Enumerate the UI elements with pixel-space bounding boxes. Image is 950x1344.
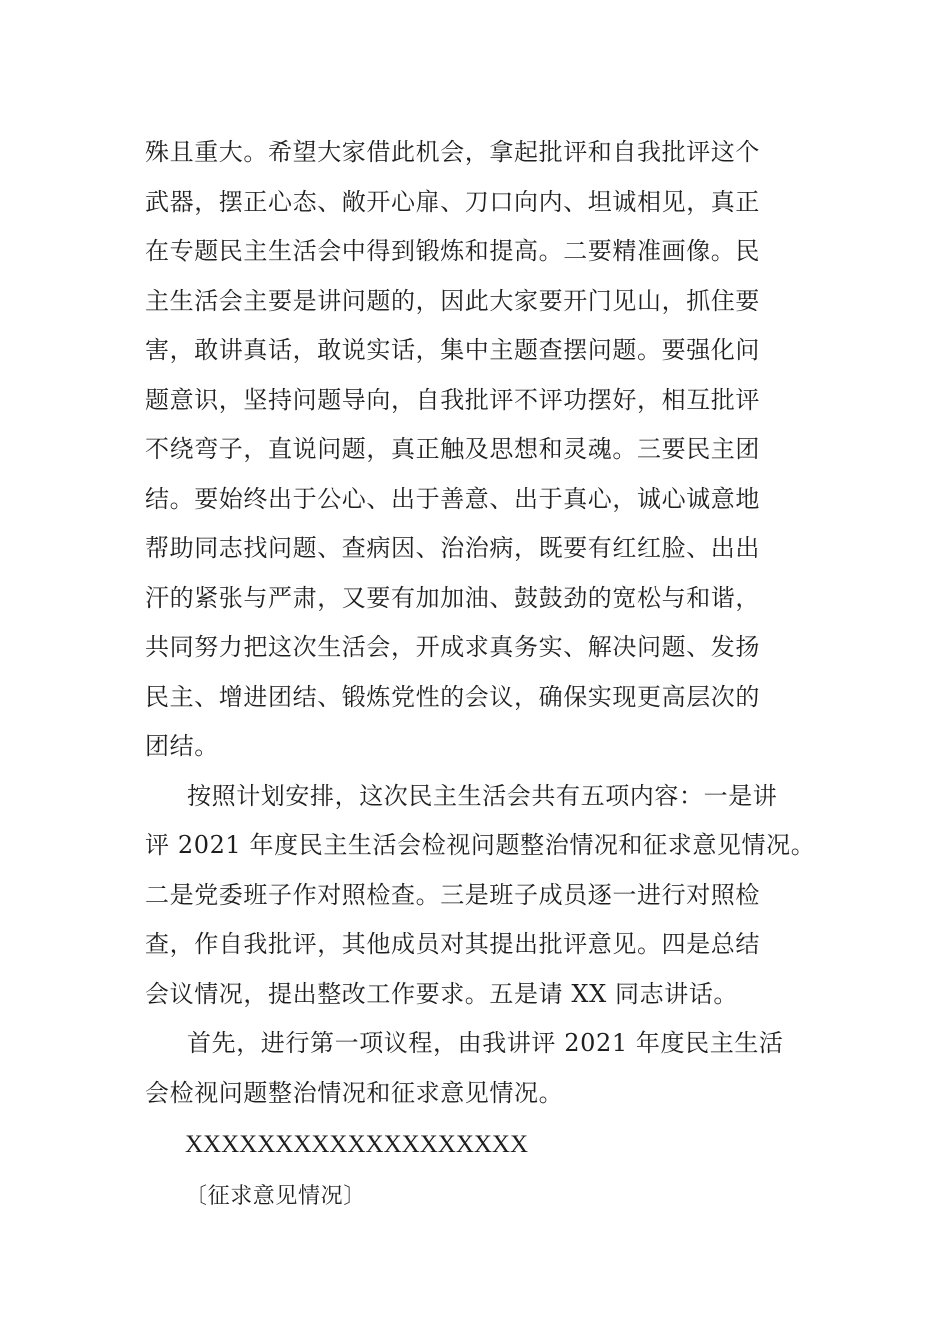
body-line: 害，敢讲真话，敢说实话，集中主题查摆问题。要强化问 — [145, 336, 760, 364]
body-line: 查，作自我批评，其他成员对其提出批评意见。四是总结 — [145, 930, 760, 958]
body-line: 团结。 — [145, 732, 219, 760]
body-line: 主生活会主要是讲问题的，因此大家要开门见山，抓住要 — [145, 286, 760, 315]
body-line: 按照计划安排，这次民主生活会共有五项内容：一是讲 — [187, 781, 778, 810]
document-body — [145, 128, 825, 1221]
body-line: 帮助同志找问题、查病因、治治病，既要有红红脸、出出 — [145, 534, 760, 562]
body-line: 殊且重大。希望大家借此机会，拿起批评和自我批评这个 — [145, 138, 760, 166]
body-line: 在专题民主生活会中得到锻炼和提高。二要精准画像。民 — [145, 237, 760, 265]
body-line: 共同努力把这次生活会，开成求真务实、解决问题、发扬 — [145, 633, 760, 661]
body-line: 会检视问题整治情况和征求意见情况。 — [145, 1078, 564, 1107]
body-line: 不绕弯子，直说问题，真正触及思想和灵魂。三要民主团 — [145, 435, 760, 463]
body-line: 结。要始终出于公心、出于善意、出于真心，诚心诚意地 — [145, 484, 760, 513]
body-line: 汗的紧张与严肃，又要有加加油、鼓鼓劲的宽松与和谐， — [145, 583, 760, 612]
body-line: 二是党委班子作对照检查。三是班子成员逐一进行对照检 — [145, 880, 760, 909]
body-line: 评 2021 年度民主生活会检视问题整治情况和征求意见情况。 — [145, 831, 816, 859]
placeholder-heading: XXXXXXXXXXXXXXXXXXX — [185, 1131, 529, 1158]
body-line: 武器，摆正心态、敞开心扉、刀口向内、坦诚相见，真正 — [145, 187, 760, 216]
body-line: 题意识，坚持问题导向，自我批评不评功摆好，相互批评 — [145, 385, 760, 414]
section-note: 〔征求意见情况〕 — [185, 1183, 366, 1209]
body-line: 会议情况，提出整改工作要求。五是请 XX 同志讲话。 — [145, 979, 739, 1008]
body-line: 首先，进行第一项议程，由我讲评 2021 年度民主生活 — [187, 1029, 784, 1057]
body-line: 民主、增进团结、锻炼党性的会议，确保实现更高层次的 — [145, 682, 760, 711]
